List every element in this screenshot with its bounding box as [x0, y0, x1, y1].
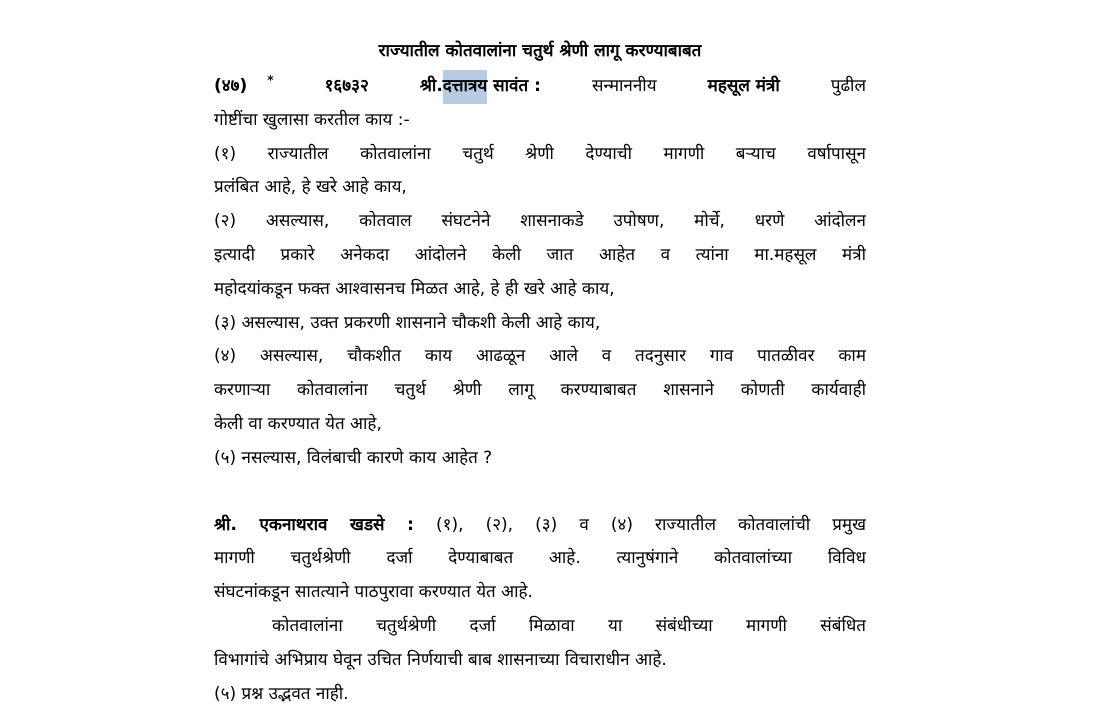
- answer-line: संघटनांकडून सातत्याने पाठपुरावा करण्यात येत आहे.: [214, 582, 533, 603]
- question-line: (३) असल्यास, उक्त प्रकरणी शासनाने चौकशी केली आहे काय,: [214, 312, 601, 333]
- answer-final-line: (५) प्रश्न उद्भवत नाही.: [214, 683, 349, 704]
- question-line: (२) असल्यास, कोतवाल संघटनेने शासनाकडे उपोषण, मोर्चे, धरणे आंदोलन: [214, 211, 866, 232]
- question-line: (५) नसल्यास, विलंबाची कारणे काय आहेत ?: [214, 447, 493, 468]
- selected-text[interactable]: दत्तात्रय: [443, 70, 487, 104]
- question-line: केली वा करण्यात येत आहे,: [214, 413, 382, 434]
- document-title: राज्यातील कोतवालांना चतुर्थ श्रेणी लागू करण्याबाबत: [378, 41, 702, 61]
- spacer: [214, 476, 866, 509]
- question-line: (१) राज्यातील कोतवालांना चतुर्थ श्रेणी देण्याची मागणी बऱ्याच वर्षापासून: [214, 143, 866, 164]
- intro-a: सन्माननीय: [591, 76, 657, 96]
- starred-question-marker: *: [267, 73, 274, 87]
- member-name: श्री.दत्तात्रय सावंत :: [420, 70, 541, 104]
- minister-name: महसूल मंत्री: [707, 76, 780, 96]
- question-line: करणाऱ्या कोतवालांना चतुर्थ श्रेणी लागू करण्याबाबत शासनाने कोणती कार्यवाही: [214, 380, 866, 401]
- question-line: प्रलंबित आहे, हे खरे आहे काय,: [214, 177, 407, 198]
- question-line: महोदयांकडून फक्त आश्वासनच मिळत आहे, हे ही खरे आहे काय,: [214, 278, 615, 299]
- question-intro-line: गोष्टींचा खुलासा करतील काय :-: [214, 109, 410, 130]
- question-id: १६७३२: [324, 76, 369, 96]
- question-header: [214, 70, 866, 104]
- question-number: (४७) *: [214, 73, 274, 96]
- document-page: [214, 36, 866, 711]
- question-line: (४) असल्यास, चौकशीत काय आढळून आले व तदनुसार गाव पातळीवर काम: [214, 346, 866, 367]
- answer-parts: (१), (२), (३) व (४) राज्यातील कोतवालांची प्रमुख: [436, 514, 866, 535]
- question-line: इत्यादी प्रकारे अनेकदा आंदोलने केली जात आहेत व त्यांना मा.महसूल मंत्री: [214, 244, 866, 265]
- answer-para2-line: कोतवालांना चतुर्थश्रेणी दर्जा मिळावा या संबंधीच्या मागणी संबंधित: [272, 615, 866, 636]
- answer-first-line: [214, 509, 866, 543]
- intro-b: पुढील: [830, 76, 866, 96]
- respondent-name: श्री. एकनाथराव खडसे :: [214, 514, 414, 535]
- answer-para2-line: विभागांचे अभिप्राय घेवून उचित निर्णयाची बाब शासनाच्या विचाराधीन आहे.: [214, 649, 667, 670]
- answer-line: मागणी चतुर्थश्रेणी दर्जा देण्याबाबत आहे. त्यानुषंगाने कोतवालांच्या विविध: [214, 548, 866, 569]
